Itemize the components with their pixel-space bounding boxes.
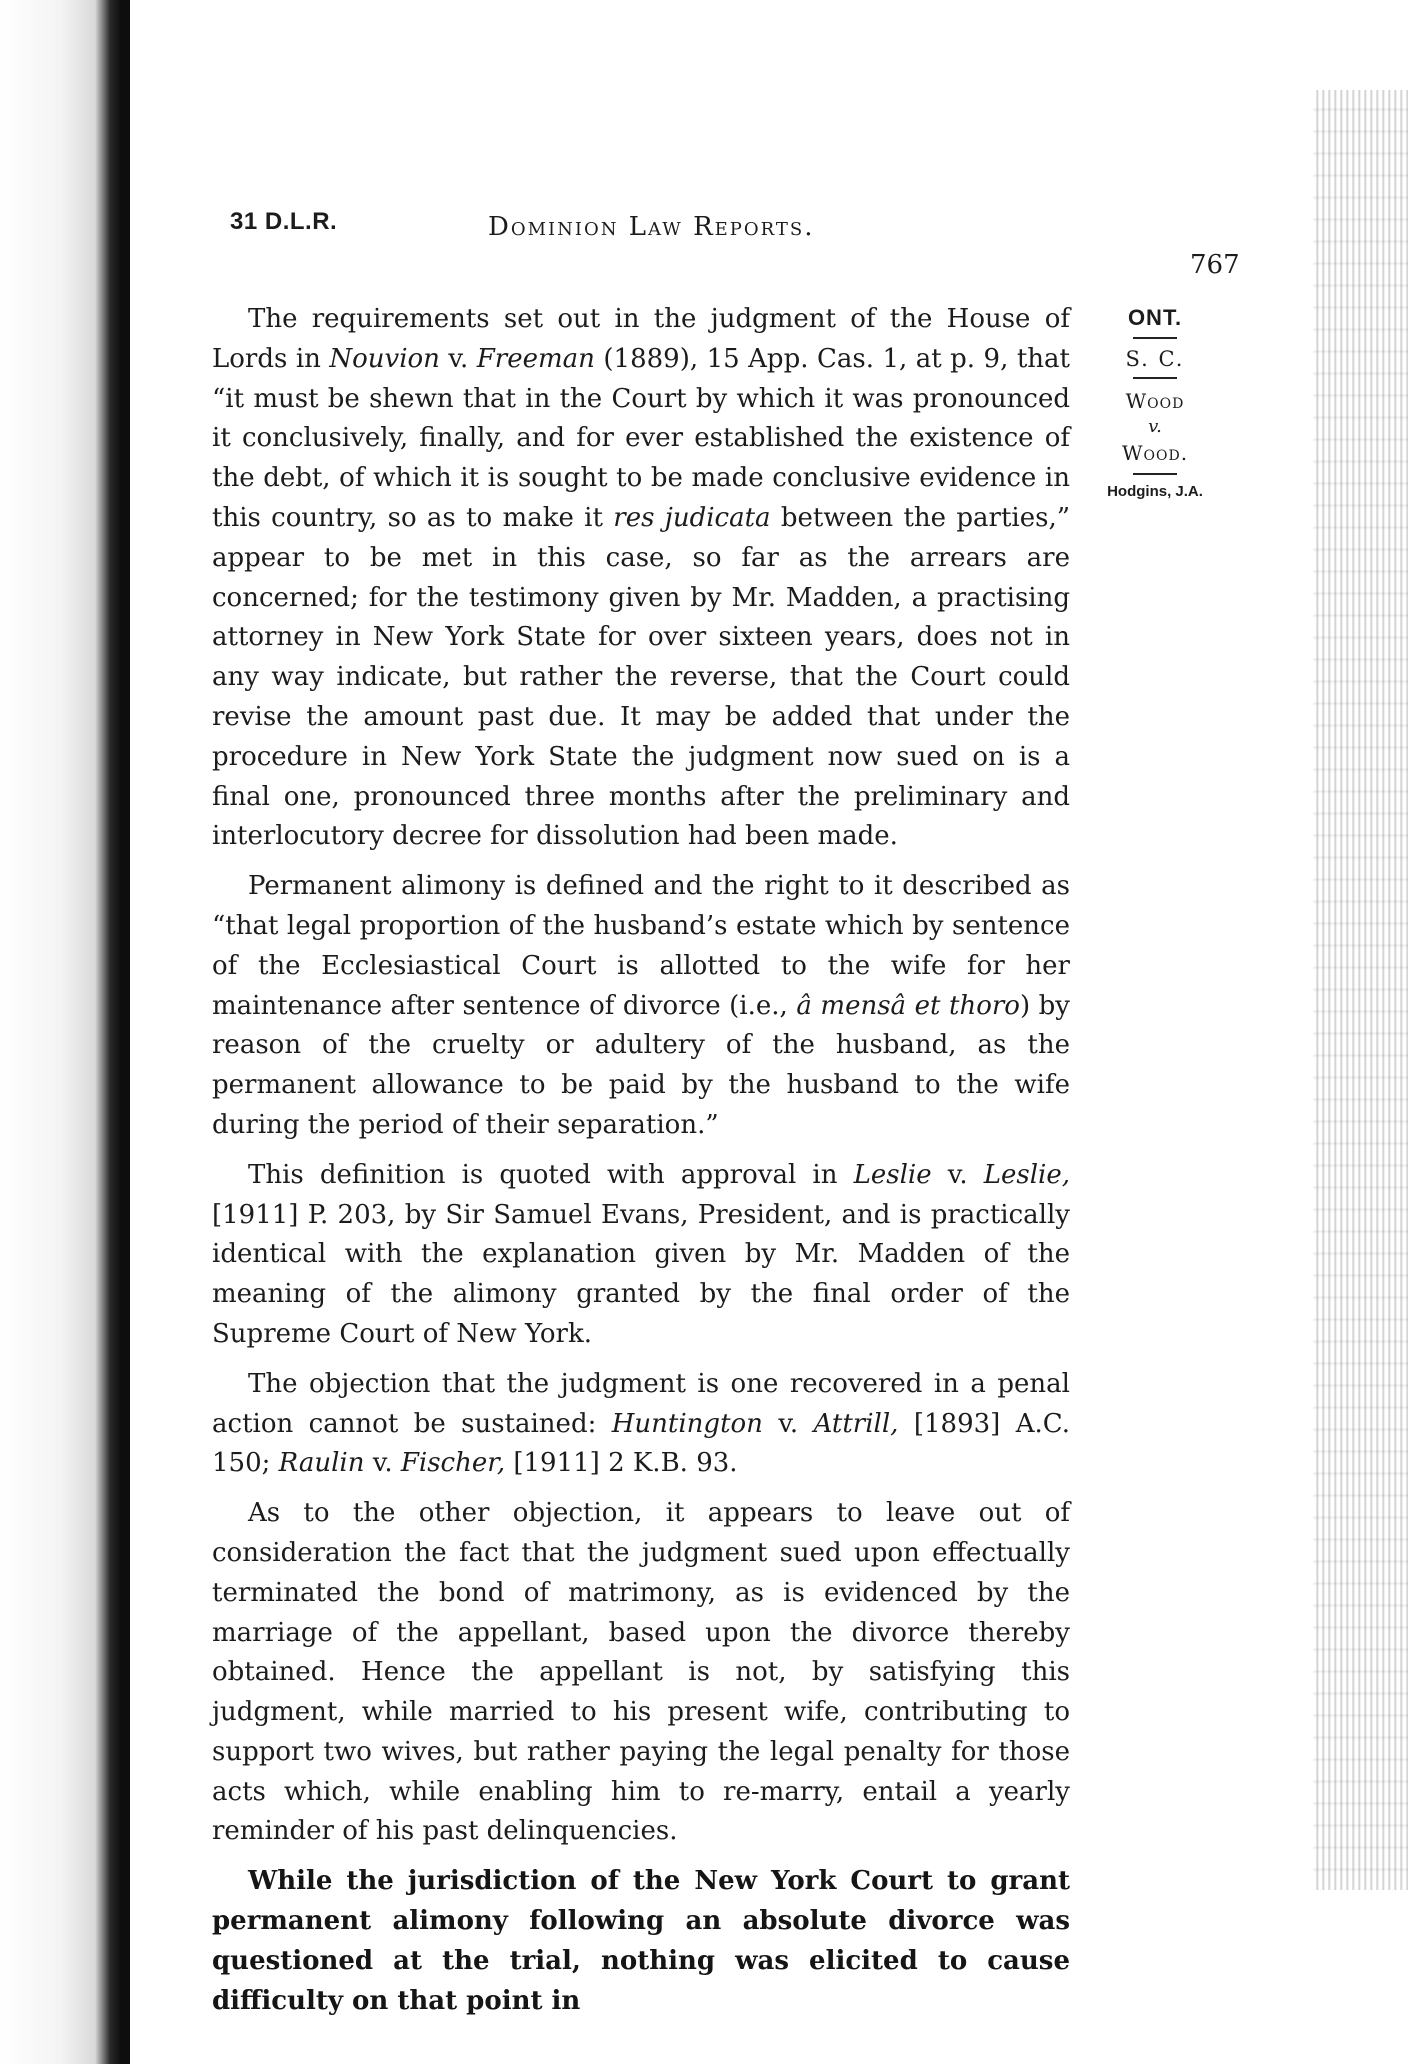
italic-run: Fischer, [400, 1448, 506, 1479]
body-text [212, 300, 1070, 2031]
paragraph [212, 1494, 1070, 1852]
page-number: 767 [1190, 250, 1240, 280]
paragraph [212, 1862, 1070, 2021]
text-run: [1893] A.C. 150; [212, 1408, 1070, 1479]
margin-notes [1090, 305, 1220, 500]
text-run: v. [931, 1159, 984, 1190]
text-run: The objection that the judgment is one recovered in a penal action cannot be sustained: [212, 1368, 1070, 1439]
paragraph [212, 1365, 1070, 1484]
italic-run: res judicata [613, 502, 771, 533]
text-run: [1911] 2 K.B. 93. [505, 1448, 738, 1479]
text-run: v. [439, 343, 477, 374]
italic-run: Raulin [278, 1448, 365, 1479]
italic-run: Leslie, [983, 1159, 1070, 1190]
italic-run: Freeman [476, 343, 595, 374]
page-gutter-edge [120, 0, 130, 2064]
italic-run: Nouvion [329, 343, 440, 374]
journal-title: Dominion Law Reports. [488, 212, 815, 242]
margin-rule [1133, 473, 1177, 475]
court-division: S. C. [1125, 347, 1185, 371]
volume-label: 31 D.L.R. [230, 208, 338, 235]
text-run: v. [762, 1408, 814, 1439]
text-run: between the parties,” appear to be met in this case, so far as the arrears are concerned; for the testimony given by Mr. Madden, a practising attorney in New York State for over sixteen years, does not in any way indicate, but rather the reverse, that the Court could revise the amount past due. It may be added that under the procedure in New York State the judgment now sued on is a final one, pronounced three months after the preliminary and interlocutory decree for dissolution had been made. [212, 502, 1071, 852]
judge-name: Hodgins, J.A. [1107, 483, 1203, 500]
paragraph [212, 867, 1070, 1146]
italic-run: Huntington [611, 1408, 763, 1439]
case-plaintiff: Wood [1125, 389, 1185, 413]
text-run: [1911] P. 203, by Sir Samuel Evans, President, and is practically identical with the explanation given by Mr. Madden of the meaning of the alimony granted by the final order of the Supreme Court of New York. [212, 1199, 1070, 1349]
text-run: While the jurisdiction of the New York Court to grant permanent alimony following an absolute divorce was questioned at the trial, nothing was elicited to cause difficulty on that point in [212, 1866, 1070, 2016]
margin-rule [1133, 377, 1177, 379]
italic-run: Leslie [853, 1159, 932, 1190]
text-run: The requirements set out in the judgment of the House of Lords in [212, 304, 1070, 374]
case-defendant: Wood. [1121, 441, 1189, 465]
text-run: ) by reason of the cruelty or adultery of the husband, as the permanent allowance to be paid by the husband to the wife during the period of their separation.” [212, 990, 1070, 1140]
text-run: This definition is quoted with approval in [248, 1159, 854, 1190]
margin-rule [1133, 337, 1177, 339]
case-versus: v. [1148, 416, 1162, 437]
italic-run: Attrill, [813, 1408, 899, 1439]
text-run: Permanent alimony is defined and the right to it described as “that legal proportion of the husband’s estate which by sentence of the Ecclesiastical Court is allotted to the wife for her maintenance after sentence of divorce (i.e., [212, 871, 1070, 1021]
text-run: v. [364, 1448, 401, 1479]
paragraph [212, 1156, 1070, 1355]
text-run: (1889), 15 App. Cas. 1, at p. 9, that “it must be shewn that in the Court by which it was pronounced it conclusively, finally, and for ever established the existence of the debt, of which it is sought to be made conclusive evidence in this country, so as to make it [212, 343, 1070, 533]
paragraph [212, 300, 1070, 857]
book-binding-shadow [0, 0, 120, 2064]
text-run: As to the other objection, it appears to leave out of consideration the fact that the judgment sued upon effectually terminated the bond of matrimony, as is evidenced by the marriage of the appellant, based upon the divorce thereby obtained. Hence the appellant is not, by satisfying this judgment, while married to his present wife, contributing to support two wives, but rather paying the legal penalty for those acts which, while enabling him to re-marry, entail a yearly reminder of his past delinquencies. [212, 1498, 1070, 1847]
court-label: ONT. [1127, 305, 1183, 330]
italic-run: â mensâ et thoro [796, 990, 1020, 1021]
running-head [230, 208, 1240, 280]
page-stack-texture [1313, 90, 1408, 1890]
